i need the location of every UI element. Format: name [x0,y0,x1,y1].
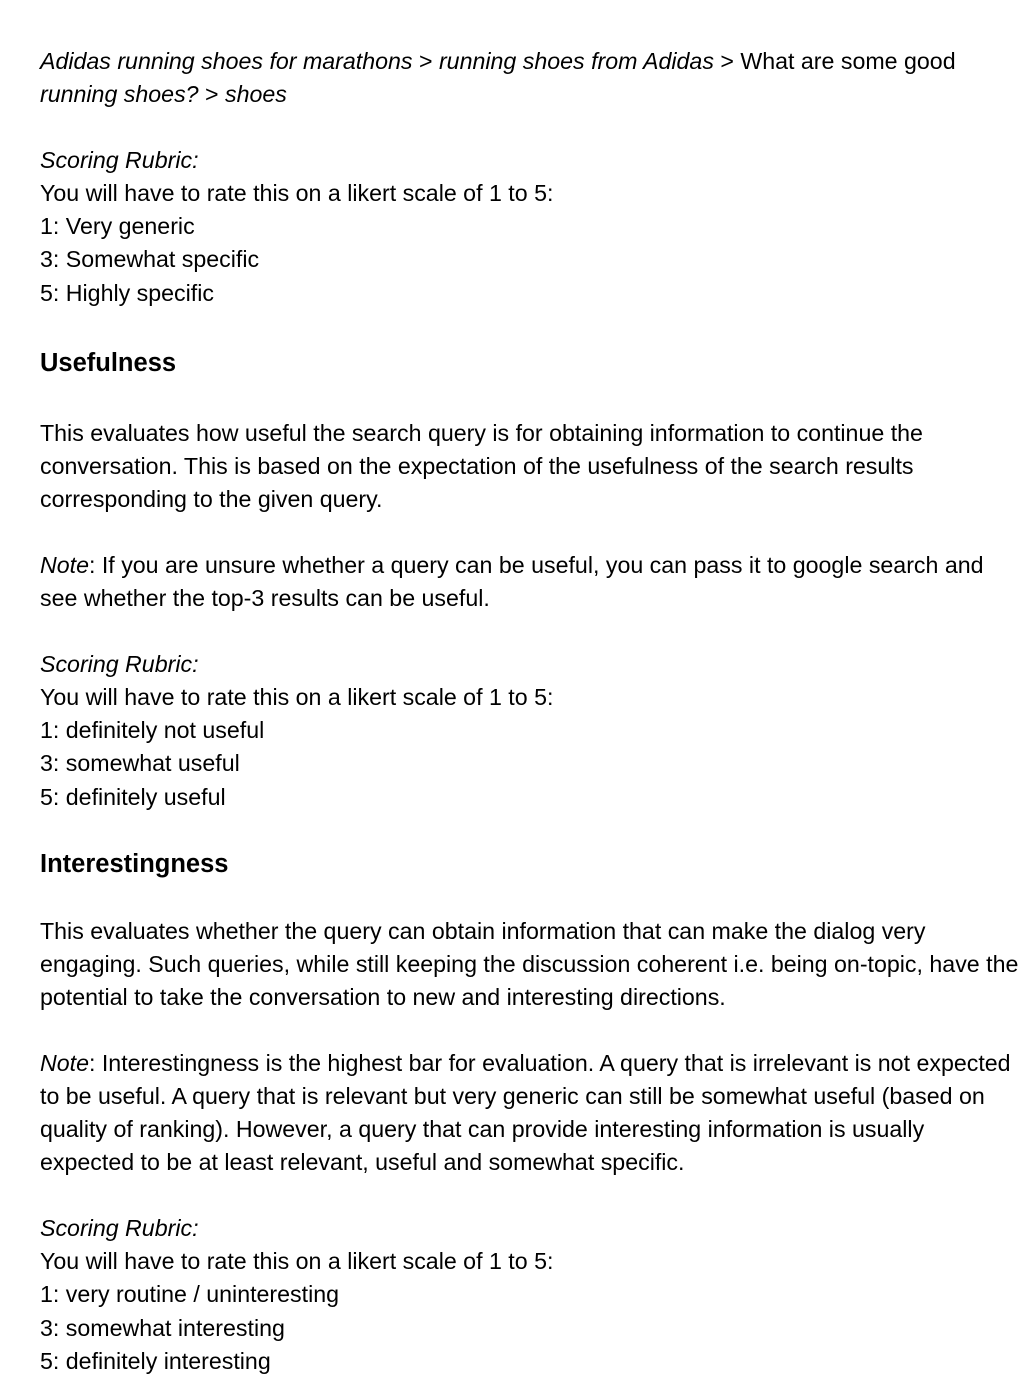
interestingness-rubric-intro: You will have to rate this on a likert scale of 1 to 5: [40,1248,554,1275]
usefulness-note [40,549,1020,615]
usefulness-rubric-title: Scoring Rubric: [40,651,199,678]
specificity-rubric-title: Scoring Rubric: [40,147,199,174]
specificity-rubric-item: 3: Somewhat specific [40,246,260,273]
interestingness-note [40,1047,1020,1179]
usefulness-rubric-intro: You will have to rate this on a likert scale of 1 to 5: [40,684,554,711]
interestingness-note-text: : Interestingness is the highest bar for evaluation. A query that is irrelevant is not expected to be useful. A query that is relevant but very generic can still be somewhat useful (based on quality of ranking). However, a query that can provide interesting information is usually expected to be at least relevant, useful and somewhat specific. [40,1049,1011,1176]
query-chain-q1: Adidas running shoes for marathons [40,48,413,74]
usefulness-rubric-item: 5: definitely useful [40,783,226,810]
interestingness-rubric-item: 5: definitely interesting [40,1347,271,1374]
query-chain-q4: shoes [225,81,287,108]
specificity-rubric-intro: You will have to rate this on a likert scale of 1 to 5: [40,180,554,207]
interestingness-rubric-item: 1: very routine / uninteresting [40,1281,340,1308]
usefulness-note-text: : If you are unsure whether a query can be useful, you can pass it to google search and see whether the top-3 results can be useful. [40,551,984,612]
query-chain-q2: running shoes from Adidas [438,48,714,74]
interestingness-rubric-title: Scoring Rubric: [40,1215,199,1242]
query-chain-sep3: > [198,81,226,108]
interestingness-description: This evaluates whether the query can obtain information that can make the dialog very engaging. Such queries, while still keeping the discussion coherent i.e. being on-topic, have the potential to take the conversation to new and interesting directions. [40,917,1019,1010]
usefulness-rubric-item: 1: definitely not useful [40,717,265,744]
specificity-rubric-item: 5: Highly specific [40,279,214,306]
interestingness-heading: Interestingness [40,849,229,878]
document-body [40,45,1020,1378]
usefulness-heading: Usefulness [40,348,177,377]
query-chain-sep2: > What are some good [713,48,956,74]
query-chain-q3: running shoes? [40,81,199,108]
interestingness-note-label: Note [40,1049,89,1076]
interestingness-rubric-item: 3: somewhat interesting [40,1314,285,1341]
specificity-rubric-item: 1: Very generic [40,213,195,240]
usefulness-note-label: Note [40,551,89,578]
query-chain-sep1: > [412,48,439,74]
query-chain [40,45,1020,111]
usefulness-rubric-item: 3: somewhat useful [40,750,240,777]
usefulness-description: This evaluates how useful the search query is for obtaining information to continue the conversation. This is based on the expectation of the usefulness of the search results corresponding to the given query. [40,419,923,512]
